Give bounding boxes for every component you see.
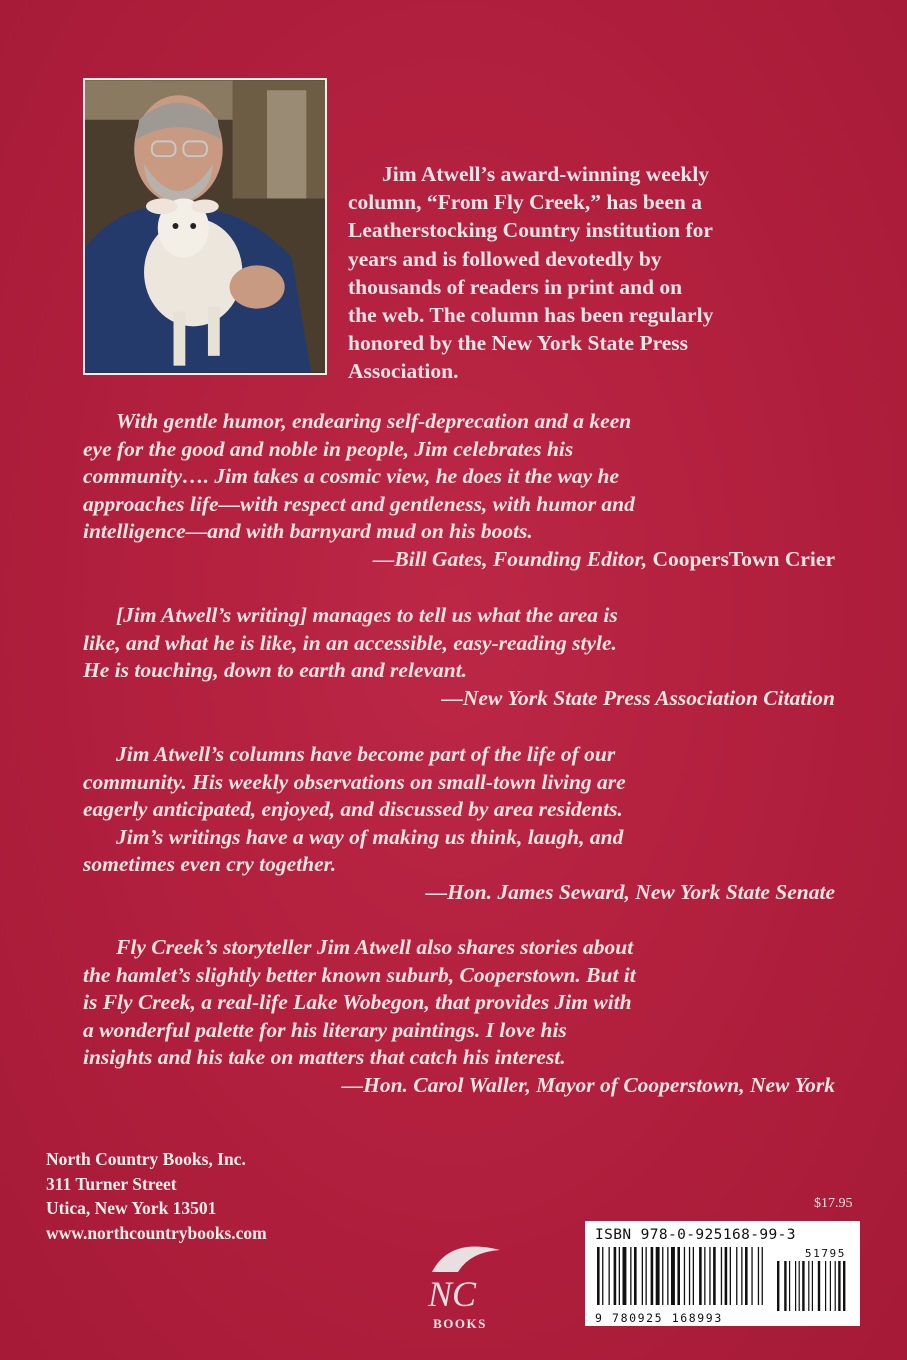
quote-line: sometimes even cry together. — [83, 852, 337, 877]
bio-line: years and is followed devotedly by — [348, 246, 662, 271]
quote-line: eye for the good and noble in people, Jim celebrates his — [83, 436, 574, 461]
quote-carol-waller — [83, 934, 843, 1100]
quote-attribution — [83, 546, 843, 574]
isbn-label: ISBN 978-0-925168-99-3 — [595, 1227, 796, 1243]
quote-attribution: —New York State Press Association Citation — [441, 685, 835, 710]
logo-label: BOOKS — [433, 1316, 487, 1331]
logo-monogram: NC — [428, 1274, 477, 1314]
quote-bill-gates — [83, 408, 843, 574]
quote-line: Jim’s writings have a way of making us think, laugh, and — [116, 824, 624, 849]
quote-line: With gentle humor, endearing self-deprecation and a keen — [116, 409, 632, 433]
quote-attribution: —Hon. James Seward, New York State Senate — [425, 879, 835, 904]
quote-line: community. His weekly observations on small-town living are — [83, 769, 626, 794]
quote-line: insights and his take on matters that catch his interest. — [83, 1045, 566, 1070]
quote-nyspa-citation — [83, 602, 843, 712]
publisher-website: www.northcountrybooks.com — [46, 1222, 267, 1243]
quote-line: Fly Creek’s storyteller Jim Atwell also shares stories about — [116, 935, 634, 959]
barcode-graphic — [595, 1247, 850, 1325]
bio-line: thousands of readers in print and on — [348, 274, 683, 299]
quote-line: eagerly anticipated, enjoyed, and discussed by area residents. — [83, 797, 623, 822]
nc-books-logo-icon — [410, 1232, 510, 1332]
author-photo — [83, 78, 327, 375]
publisher-name: North Country Books, Inc. — [46, 1149, 246, 1169]
author-bio — [348, 160, 848, 386]
addon-digits: 51795 — [804, 1247, 846, 1260]
quote-line: [Jim Atwell’s writing] manages to tell us what the area is — [116, 603, 618, 627]
quote-line: Jim Atwell’s columns have become part of the life of our — [116, 742, 616, 766]
isbn-barcode — [585, 1221, 860, 1326]
publisher-street: 311 Turner Street — [46, 1173, 177, 1194]
quote-line: intelligence—and with barnyard mud on his boots. — [83, 519, 533, 544]
attribution-publication: CoopersTown Crier — [647, 546, 835, 571]
quote-line: the hamlet’s slightly better known suburb, Cooperstown. But it — [83, 962, 636, 987]
bio-line: the web. The column has been regularly — [348, 303, 714, 328]
quote-line: He is touching, down to earth and relevant. — [83, 658, 468, 683]
bio-line: column, “From Fly Creek,” has been a — [348, 190, 702, 215]
quote-line: community…. Jim takes a cosmic view, he does it the way he — [83, 464, 620, 489]
publisher-logo — [410, 1232, 510, 1332]
bio-line: Jim Atwell’s award-winning weekly — [382, 162, 710, 186]
ean-digits: 9 780925 168993 — [595, 1311, 723, 1325]
attribution-text: —Bill Gates, Founding Editor, — [372, 546, 648, 571]
bio-line: Leatherstocking Country institution for — [348, 218, 713, 243]
quote-line: is Fly Creek, a real-life Lake Wobegon, that provides Jim with — [83, 990, 632, 1015]
quote-line: like, and what he is like, in an accessible, easy-reading style. — [83, 630, 617, 655]
quote-james-seward — [83, 741, 843, 907]
publisher-city: Utica, New York 13501 — [46, 1198, 217, 1218]
quote-attribution: —Hon. Carol Waller, Mayor of Cooperstown, New York — [341, 1072, 835, 1097]
quote-line: a wonderful palette for his literary paintings. I love his — [83, 1017, 567, 1042]
bio-line: honored by the New York State Press — [348, 331, 689, 356]
price: $17.95 — [814, 1196, 853, 1211]
author-with-lamb-image — [85, 80, 325, 373]
quote-line: approaches life—with respect and gentleness, with humor and — [83, 491, 635, 516]
publisher-address — [46, 1147, 267, 1245]
bio-line: Association. — [348, 359, 459, 384]
